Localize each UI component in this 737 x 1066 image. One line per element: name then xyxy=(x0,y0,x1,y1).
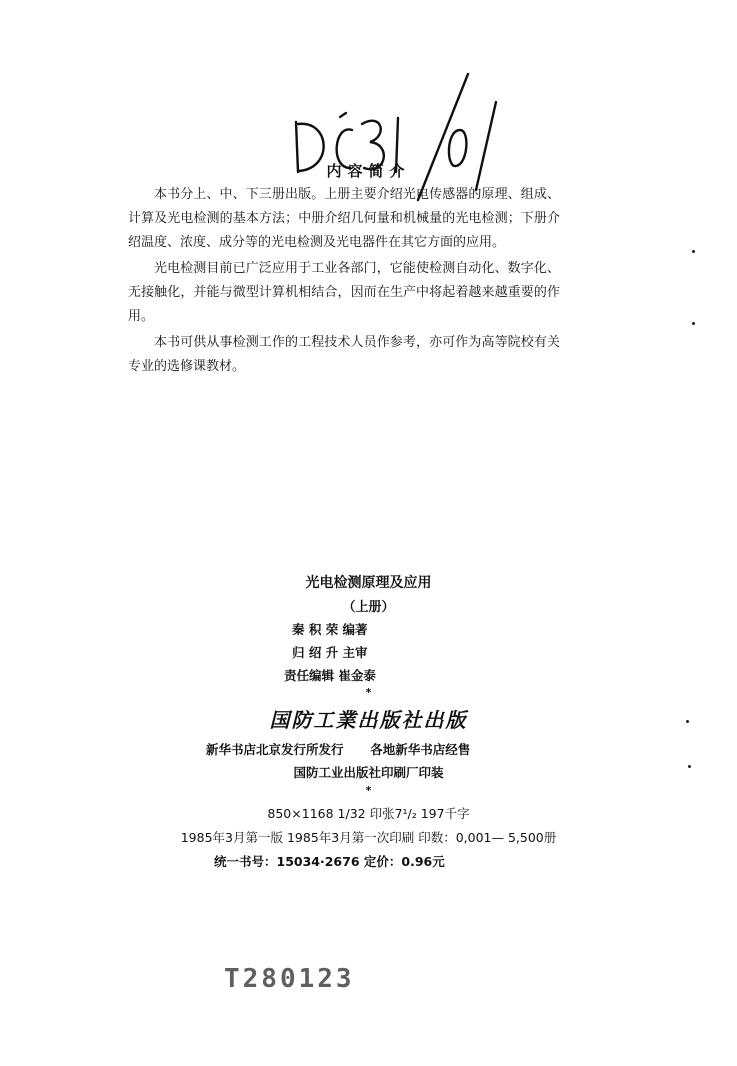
separator-star: * xyxy=(365,784,372,797)
edition-line: 1985年3月第一版 1985年3月第一次印刷 印数：0,001— 5,500册 xyxy=(180,830,557,845)
intro-paragraph: 本书分上、中、下三册出版。上册主要介绍光电传感器的原理、组成、计算及光电检测的基本方法；中册介绍几何量和机械量的光电检测；下册介绍温度、浓度、成分等的光电检测及光电器件在其它方面的应用。 xyxy=(128,187,560,250)
editor-line: 责任编辑 崔金泰 xyxy=(284,668,376,683)
volume-label: （上册） xyxy=(342,600,395,615)
separator-star: * xyxy=(365,686,372,699)
publisher-name: 国防工業出版社出版 xyxy=(269,708,468,732)
distributor: 新华书店北京发行所发行 xyxy=(206,742,344,757)
speck xyxy=(692,250,695,253)
format-line: 850×1168 1/32 印张7¹/₂ 197千字 xyxy=(267,806,470,821)
stamp-text: T280123 xyxy=(224,964,355,993)
intro-paragraph: 光电检测目前已广泛应用于工业各部门，它能使检测自动化、数字化、无接触化，并能与微型计算机相结合，因而在生产中将起着越来越重要的作用。 xyxy=(128,261,560,324)
book-title: 光电检测原理及应用 xyxy=(305,575,432,591)
author-line: 秦 积 荣 编著 xyxy=(292,622,368,637)
distribution-line xyxy=(206,740,470,758)
intro-paragraph: 本书可供从事检测工作的工程技术人员作参考，亦可作为高等院校有关专业的选修课教材。 xyxy=(128,335,560,374)
stamp-drawing xyxy=(222,963,372,993)
reviewer-line: 归 绍 升 主审 xyxy=(292,645,368,660)
intro-title: 内容简介 xyxy=(326,162,411,180)
isbn-line: 统一书号：15034·2676 定价：0.96元 xyxy=(214,854,445,869)
printer-line: 国防工业出版社印刷厂印装 xyxy=(293,765,444,780)
seller: 各地新华书店经售 xyxy=(370,742,471,757)
library-stamp xyxy=(222,963,372,993)
intro-body xyxy=(128,183,560,381)
speck xyxy=(692,322,695,325)
